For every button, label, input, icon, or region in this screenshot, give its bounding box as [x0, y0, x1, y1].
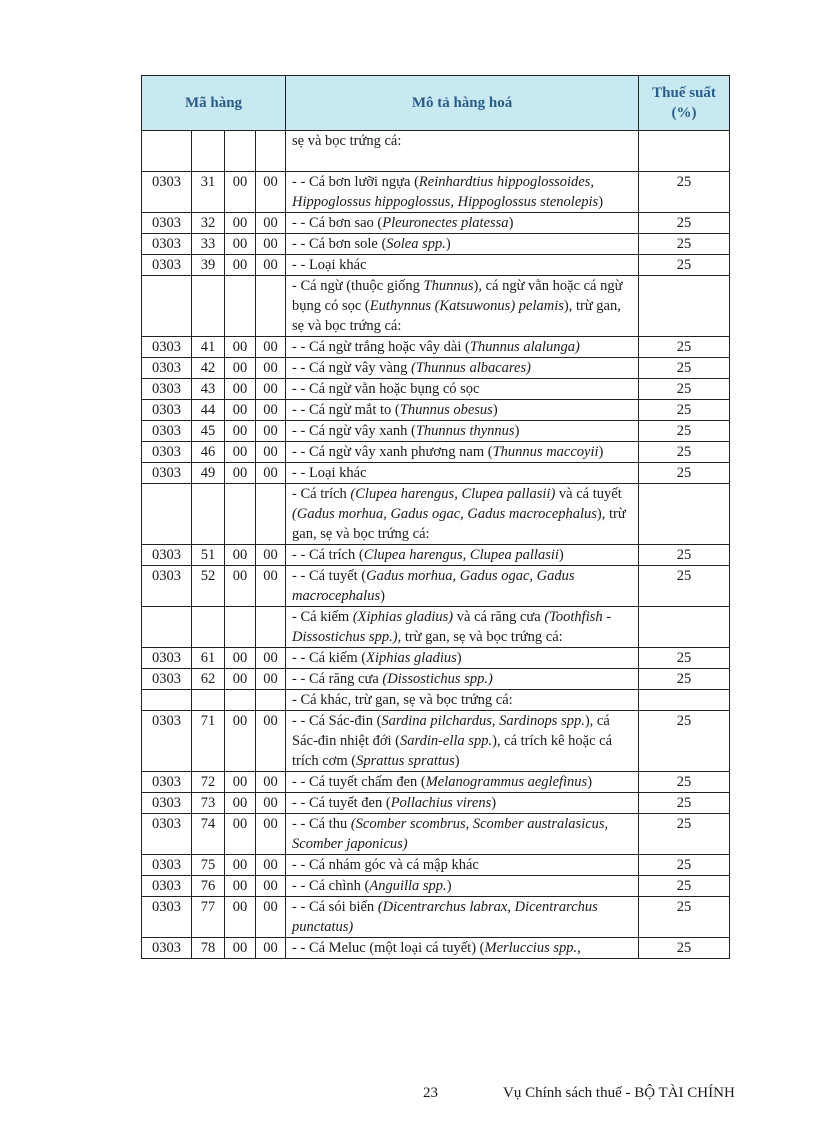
code-heading-cell: 44	[192, 400, 225, 421]
code-heading-cell	[192, 276, 225, 337]
code-sub2-cell: 00	[256, 772, 286, 793]
table-row	[142, 484, 730, 545]
description-text: và cá răng cưa	[453, 609, 545, 625]
description-text: - - Cá ngừ vây vàng	[292, 360, 412, 376]
code-sub1-cell: 00	[225, 400, 256, 421]
header-rate: Thuế suất (%)	[639, 76, 730, 131]
code-sub2-cell: 00	[256, 855, 286, 876]
scientific-name: Thunnus	[423, 278, 474, 294]
rate-cell: 25	[639, 545, 730, 566]
code-chapter-cell: 0303	[142, 711, 192, 772]
rate-cell: 25	[639, 566, 730, 607]
code-sub2-cell: 00	[256, 897, 286, 938]
code-heading-cell	[192, 607, 225, 648]
code-sub2-cell: 00	[256, 814, 286, 855]
code-chapter-cell: 0303	[142, 463, 192, 484]
description-cell	[286, 690, 639, 711]
scientific-name: (Toothfish - Dissostichus spp.)	[292, 609, 612, 645]
table-row	[142, 131, 730, 172]
code-sub2-cell: 00	[256, 793, 286, 814]
scientific-name: Sardin-ella spp.	[399, 733, 493, 749]
code-heading-cell	[192, 690, 225, 711]
description-text: - - Cá ngừ trắng hoặc vây dài (	[292, 339, 470, 355]
description-text: )	[446, 878, 452, 894]
code-chapter-cell	[142, 690, 192, 711]
code-sub1-cell: 00	[225, 379, 256, 400]
code-sub1-cell	[225, 690, 256, 711]
description-cell	[286, 772, 639, 793]
code-sub2-cell: 00	[256, 876, 286, 897]
table-row	[142, 337, 730, 358]
description-text: và cá tuyết	[555, 486, 622, 502]
code-sub1-cell: 00	[225, 255, 256, 276]
code-heading-cell: 76	[192, 876, 225, 897]
rate-cell: 25	[639, 358, 730, 379]
code-heading-cell: 78	[192, 938, 225, 959]
rate-cell: 25	[639, 938, 730, 959]
description-text: ), trừ gan, sẹ và bọc trứng cá:	[292, 298, 621, 334]
description-cell	[286, 213, 639, 234]
scientific-name: Merluccius spp.,	[484, 940, 581, 956]
scientific-name: Thunnus obesus	[399, 402, 493, 418]
code-heading-cell: 62	[192, 669, 225, 690]
code-chapter-cell: 0303	[142, 421, 192, 442]
rate-cell: 25	[639, 213, 730, 234]
scientific-name: (Scomber scombrus, Scomber australasicus, Scomber japonicus)	[292, 816, 609, 852]
description-text: - - Cá trích (	[292, 547, 364, 563]
code-sub1-cell: 00	[225, 234, 256, 255]
rate-cell: 25	[639, 421, 730, 442]
table-row	[142, 938, 730, 959]
rate-cell	[639, 276, 730, 337]
description-text: - - Cá ngừ mắt to (	[292, 402, 400, 418]
description-text: - - Cá Sác-đin (	[292, 713, 382, 729]
code-sub2-cell	[256, 131, 286, 172]
code-chapter-cell: 0303	[142, 358, 192, 379]
code-chapter-cell: 0303	[142, 545, 192, 566]
scientific-name: Pleuronectes platessa	[382, 215, 509, 231]
rate-cell: 25	[639, 669, 730, 690]
rate-cell: 25	[639, 772, 730, 793]
description-text: )	[454, 753, 460, 769]
code-chapter-cell	[142, 276, 192, 337]
table-row	[142, 358, 730, 379]
description-cell	[286, 358, 639, 379]
scientific-name: Reinhardtius hippoglossoides, Hippoglossus hippoglossus, Hippoglossus stenolepis	[292, 174, 599, 210]
scientific-name: Pollachius virens	[390, 795, 492, 811]
code-heading-cell: 41	[192, 337, 225, 358]
description-text: ), cá trích kê hoặc cá trích cơm (	[292, 733, 613, 769]
description-text: - - Cá bơn lưỡi ngựa (	[292, 174, 419, 190]
table-row	[142, 855, 730, 876]
description-text: )	[456, 650, 462, 666]
description-cell	[286, 938, 639, 959]
description-text: - - Cá răng cưa	[292, 671, 383, 687]
description-text: - - Cá ngừ vằn hoặc bụng có sọc	[292, 381, 480, 397]
description-text: )	[558, 547, 564, 563]
code-heading-cell: 51	[192, 545, 225, 566]
header-code: Mã hàng	[142, 76, 286, 131]
description-text: )	[508, 215, 514, 231]
table-row	[142, 876, 730, 897]
code-heading-cell: 71	[192, 711, 225, 772]
description-cell	[286, 648, 639, 669]
code-chapter-cell: 0303	[142, 255, 192, 276]
description-text: )	[598, 444, 604, 460]
rate-cell	[639, 607, 730, 648]
scientific-name: Thunnus maccoyii	[492, 444, 599, 460]
code-chapter-cell: 0303	[142, 876, 192, 897]
code-sub1-cell: 00	[225, 213, 256, 234]
table-row	[142, 711, 730, 772]
code-heading-cell: 72	[192, 772, 225, 793]
table-row	[142, 379, 730, 400]
code-heading-cell: 32	[192, 213, 225, 234]
description-text: - Cá kiếm	[292, 609, 353, 625]
description-text: sẹ và bọc trứng cá:	[292, 133, 402, 149]
code-sub1-cell: 00	[225, 421, 256, 442]
tariff-table	[141, 75, 730, 959]
rate-cell: 25	[639, 337, 730, 358]
table-row	[142, 442, 730, 463]
description-cell	[286, 421, 639, 442]
code-heading-cell: 31	[192, 172, 225, 213]
rate-cell: 25	[639, 172, 730, 213]
description-cell	[286, 566, 639, 607]
code-chapter-cell: 0303	[142, 855, 192, 876]
description-cell	[286, 669, 639, 690]
code-sub1-cell: 00	[225, 897, 256, 938]
description-text: - - Loại khác	[292, 257, 367, 273]
code-sub1-cell	[225, 276, 256, 337]
scientific-name: Euthynnus (Katsuwonus) pelamis	[369, 298, 564, 314]
description-cell	[286, 442, 639, 463]
description-text: - - Cá tuyết chấm đen (	[292, 774, 426, 790]
code-sub2-cell: 00	[256, 463, 286, 484]
description-text: )	[491, 795, 497, 811]
rate-cell: 25	[639, 400, 730, 421]
rate-cell: 25	[639, 711, 730, 772]
code-chapter-cell	[142, 131, 192, 172]
scientific-name: Thunnus thynnus	[415, 423, 515, 439]
description-text: )	[492, 402, 498, 418]
code-heading-cell: 73	[192, 793, 225, 814]
code-chapter-cell: 0303	[142, 213, 192, 234]
code-sub2-cell: 00	[256, 255, 286, 276]
code-heading-cell: 77	[192, 897, 225, 938]
rate-cell: 25	[639, 442, 730, 463]
footer-credit: Vụ Chính sách thuế - BỘ TÀI CHÍNH	[503, 1085, 735, 1101]
code-sub2-cell: 00	[256, 711, 286, 772]
description-cell	[286, 545, 639, 566]
description-cell	[286, 337, 639, 358]
code-sub2-cell: 00	[256, 938, 286, 959]
code-sub1-cell: 00	[225, 876, 256, 897]
code-chapter-cell: 0303	[142, 938, 192, 959]
code-chapter-cell: 0303	[142, 442, 192, 463]
code-heading-cell: 74	[192, 814, 225, 855]
description-cell	[286, 379, 639, 400]
rate-cell: 25	[639, 876, 730, 897]
description-text: - - Cá kiếm (	[292, 650, 367, 666]
code-chapter-cell: 0303	[142, 172, 192, 213]
code-chapter-cell: 0303	[142, 772, 192, 793]
description-text: )	[514, 423, 520, 439]
code-sub1-cell: 00	[225, 938, 256, 959]
table-row	[142, 234, 730, 255]
table-row	[142, 255, 730, 276]
code-sub1-cell: 00	[225, 855, 256, 876]
table-row	[142, 814, 730, 855]
code-chapter-cell: 0303	[142, 566, 192, 607]
code-heading-cell: 42	[192, 358, 225, 379]
code-chapter-cell: 0303	[142, 793, 192, 814]
description-text: )	[598, 194, 604, 210]
rate-cell	[639, 131, 730, 172]
code-sub2-cell: 00	[256, 566, 286, 607]
description-text: - Cá khác, trừ gan, sẹ và bọc trứng cá:	[292, 692, 513, 708]
description-text: - - Cá Meluc (một loại cá tuyết) (	[292, 940, 485, 956]
description-cell	[286, 897, 639, 938]
table-row	[142, 421, 730, 442]
code-chapter-cell	[142, 607, 192, 648]
code-sub1-cell: 00	[225, 566, 256, 607]
table-row	[142, 213, 730, 234]
code-chapter-cell: 0303	[142, 648, 192, 669]
code-sub2-cell: 00	[256, 400, 286, 421]
code-chapter-cell: 0303	[142, 337, 192, 358]
code-heading-cell: 43	[192, 379, 225, 400]
code-sub2-cell	[256, 607, 286, 648]
description-cell	[286, 607, 639, 648]
rate-cell: 25	[639, 255, 730, 276]
code-sub2-cell: 00	[256, 234, 286, 255]
rate-cell: 25	[639, 234, 730, 255]
scientific-name: Solea spp.	[386, 236, 446, 252]
code-sub1-cell: 00	[225, 358, 256, 379]
rate-cell: 25	[639, 463, 730, 484]
code-chapter-cell	[142, 484, 192, 545]
code-heading-cell	[192, 484, 225, 545]
rate-cell: 25	[639, 814, 730, 855]
description-text: , trừ gan, sẹ và bọc trứng cá:	[397, 629, 563, 645]
table-row	[142, 669, 730, 690]
code-sub2-cell: 00	[256, 648, 286, 669]
table-row	[142, 463, 730, 484]
code-heading-cell	[192, 131, 225, 172]
scientific-name: (Thunnus albacares)	[411, 360, 531, 376]
description-text: - - Cá thu	[292, 816, 351, 832]
code-sub1-cell: 00	[225, 669, 256, 690]
scientific-name: Xiphias gladius	[366, 650, 457, 666]
page-number: 23	[423, 1085, 438, 1101]
table-row	[142, 793, 730, 814]
description-text: ), cá Sác-đin nhiệt đới (	[292, 713, 610, 749]
table-row	[142, 172, 730, 213]
scientific-name: (Dissostichus spp.)	[382, 671, 493, 687]
table-row	[142, 566, 730, 607]
description-cell	[286, 172, 639, 213]
scientific-name: Anguilla spp.	[369, 878, 447, 894]
code-sub2-cell: 00	[256, 421, 286, 442]
scientific-name: Thunnus alalunga)	[469, 339, 580, 355]
rate-cell	[639, 690, 730, 711]
code-sub1-cell: 00	[225, 463, 256, 484]
rate-cell: 25	[639, 648, 730, 669]
code-sub2-cell: 00	[256, 379, 286, 400]
description-text: - Cá trích	[292, 486, 351, 502]
code-sub2-cell	[256, 276, 286, 337]
scientific-name: Sprattus sprattus	[356, 753, 455, 769]
header-description: Mô tả hàng hoá	[286, 76, 639, 131]
scientific-name: Melanogrammus aeglefinus	[425, 774, 588, 790]
description-cell	[286, 484, 639, 545]
code-sub1-cell: 00	[225, 172, 256, 213]
code-chapter-cell: 0303	[142, 814, 192, 855]
description-text: - - Cá ngừ vây xanh (	[292, 423, 416, 439]
code-sub2-cell	[256, 690, 286, 711]
code-sub1-cell: 00	[225, 772, 256, 793]
code-heading-cell: 61	[192, 648, 225, 669]
table-row	[142, 648, 730, 669]
code-sub1-cell: 00	[225, 814, 256, 855]
description-text: ), trừ gan, sẹ và bọc trứng cá:	[292, 506, 626, 542]
description-cell	[286, 276, 639, 337]
description-cell	[286, 855, 639, 876]
scientific-name: (Xiphias gladius)	[352, 609, 454, 625]
code-sub2-cell: 00	[256, 213, 286, 234]
rate-cell: 25	[639, 855, 730, 876]
code-sub1-cell: 00	[225, 793, 256, 814]
description-text: - - Cá ngừ vây xanh phương nam (	[292, 444, 493, 460]
code-heading-cell: 39	[192, 255, 225, 276]
rate-cell: 25	[639, 379, 730, 400]
description-text: - - Cá bơn sao (	[292, 215, 383, 231]
scientific-name: (Gadus morhua, Gadus ogac, Gadus macrocephalus	[292, 506, 597, 522]
code-sub2-cell: 00	[256, 545, 286, 566]
code-sub2-cell: 00	[256, 442, 286, 463]
description-text: - - Cá bơn sole (	[292, 236, 387, 252]
description-text: ), cá ngừ vằn hoặc cá ngừ bụng có sọc (	[292, 278, 623, 314]
code-chapter-cell: 0303	[142, 897, 192, 938]
description-text: - - Cá nhám góc và cá mập khác	[292, 857, 479, 873]
table-row	[142, 772, 730, 793]
table-row	[142, 897, 730, 938]
scientific-name: (Clupea harengus, Clupea pallasii)	[350, 486, 556, 502]
code-sub1-cell: 00	[225, 442, 256, 463]
code-sub1-cell	[225, 131, 256, 172]
table-row	[142, 690, 730, 711]
code-sub2-cell: 00	[256, 172, 286, 213]
description-text: )	[587, 774, 593, 790]
code-sub1-cell	[225, 484, 256, 545]
table-header-row	[142, 76, 730, 131]
rate-cell	[639, 484, 730, 545]
code-sub2-cell	[256, 484, 286, 545]
rate-cell: 25	[639, 897, 730, 938]
scientific-name: Gadus morhua, Gadus ogac, Gadus macrocephalus	[292, 568, 575, 604]
description-text: - Cá ngừ (thuộc giống	[292, 278, 424, 294]
code-chapter-cell: 0303	[142, 400, 192, 421]
code-heading-cell: 49	[192, 463, 225, 484]
code-chapter-cell: 0303	[142, 234, 192, 255]
description-cell	[286, 400, 639, 421]
rate-cell: 25	[639, 793, 730, 814]
code-heading-cell: 33	[192, 234, 225, 255]
description-cell	[286, 131, 639, 172]
description-text: - - Cá tuyết đen (	[292, 795, 391, 811]
code-heading-cell: 46	[192, 442, 225, 463]
code-chapter-cell: 0303	[142, 379, 192, 400]
scientific-name: Clupea harengus, Clupea pallasii	[363, 547, 559, 563]
table-row	[142, 545, 730, 566]
code-sub1-cell: 00	[225, 711, 256, 772]
code-heading-cell: 52	[192, 566, 225, 607]
table-body	[142, 131, 730, 959]
description-cell	[286, 711, 639, 772]
code-heading-cell: 75	[192, 855, 225, 876]
table-row	[142, 400, 730, 421]
code-heading-cell: 45	[192, 421, 225, 442]
scientific-name: Sardina pilchardus, Sardinops spp.	[381, 713, 585, 729]
description-text: - - Cá chình (	[292, 878, 370, 894]
table-row	[142, 276, 730, 337]
description-text: - - Cá tuyết (	[292, 568, 367, 584]
description-cell	[286, 814, 639, 855]
description-cell	[286, 255, 639, 276]
code-sub2-cell: 00	[256, 669, 286, 690]
code-sub1-cell: 00	[225, 648, 256, 669]
description-cell	[286, 876, 639, 897]
description-text: )	[380, 588, 385, 604]
code-sub2-cell: 00	[256, 358, 286, 379]
code-chapter-cell: 0303	[142, 669, 192, 690]
description-cell	[286, 793, 639, 814]
code-sub2-cell: 00	[256, 337, 286, 358]
description-text: - - Loại khác	[292, 465, 367, 481]
scientific-name: (Dicentrarchus labrax, Dicentrarchus punctatus)	[292, 899, 598, 935]
code-sub1-cell: 00	[225, 337, 256, 358]
description-text: )	[445, 236, 451, 252]
description-cell	[286, 463, 639, 484]
table-row	[142, 607, 730, 648]
code-sub1-cell: 00	[225, 545, 256, 566]
description-cell	[286, 234, 639, 255]
description-text: - - Cá sói biển	[292, 899, 378, 915]
code-sub1-cell	[225, 607, 256, 648]
